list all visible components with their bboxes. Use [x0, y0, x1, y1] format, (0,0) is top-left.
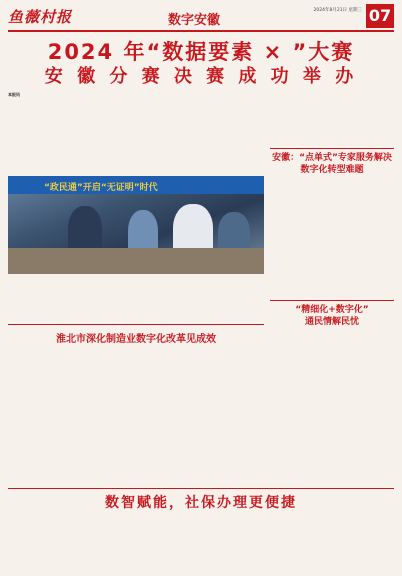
right-mid-title: “精细化+数字化” — [295, 305, 369, 315]
bottom-article-col-2 — [138, 512, 264, 570]
bottom-article-col-3 — [270, 512, 394, 570]
lead-article-col-3 — [270, 92, 394, 144]
news-photo — [8, 176, 264, 274]
bottom-article-title: 数智赋能，社保办理更便捷 — [105, 495, 297, 511]
divider — [8, 324, 264, 325]
right-mid-title-2: 通民情解民忧 — [304, 317, 359, 327]
main-headline — [8, 40, 394, 89]
mid-article-col-2 — [138, 346, 264, 482]
right-article-title: 安徽：“点单式”专家服务解决数字化转型难题 — [272, 153, 392, 175]
bottom-article-col-1 — [8, 512, 134, 570]
newspaper-logo: 鱼薇村报 — [8, 8, 73, 26]
right-article-text — [270, 180, 394, 292]
divider — [270, 300, 394, 301]
photo-banner-title: “政民通”开启“无证明”时代 — [44, 183, 158, 193]
masthead — [8, 4, 394, 32]
headline-line-1: 2024 年“数据要素 × ”大赛 — [47, 40, 355, 64]
mid-article-title: 淮北市深化制造业数字化改革见成效 — [56, 334, 216, 345]
divider — [270, 148, 394, 149]
headline-line-2: 安 徽 分 赛 决 赛 成 功 举 办 — [44, 66, 358, 87]
mid-article-text — [8, 346, 132, 482]
service-counter — [8, 248, 264, 274]
lead-article-col-1 — [8, 92, 132, 172]
page-number: 07 — [366, 4, 394, 28]
divider — [8, 488, 394, 489]
lead-byline: 本报讯 — [8, 92, 20, 97]
lead-article-col-2 — [138, 92, 264, 172]
date-line: 2024年8月21日 星期三 — [313, 8, 362, 13]
right-mid-text — [270, 332, 394, 484]
section-title: 数字安徽 — [168, 13, 221, 28]
